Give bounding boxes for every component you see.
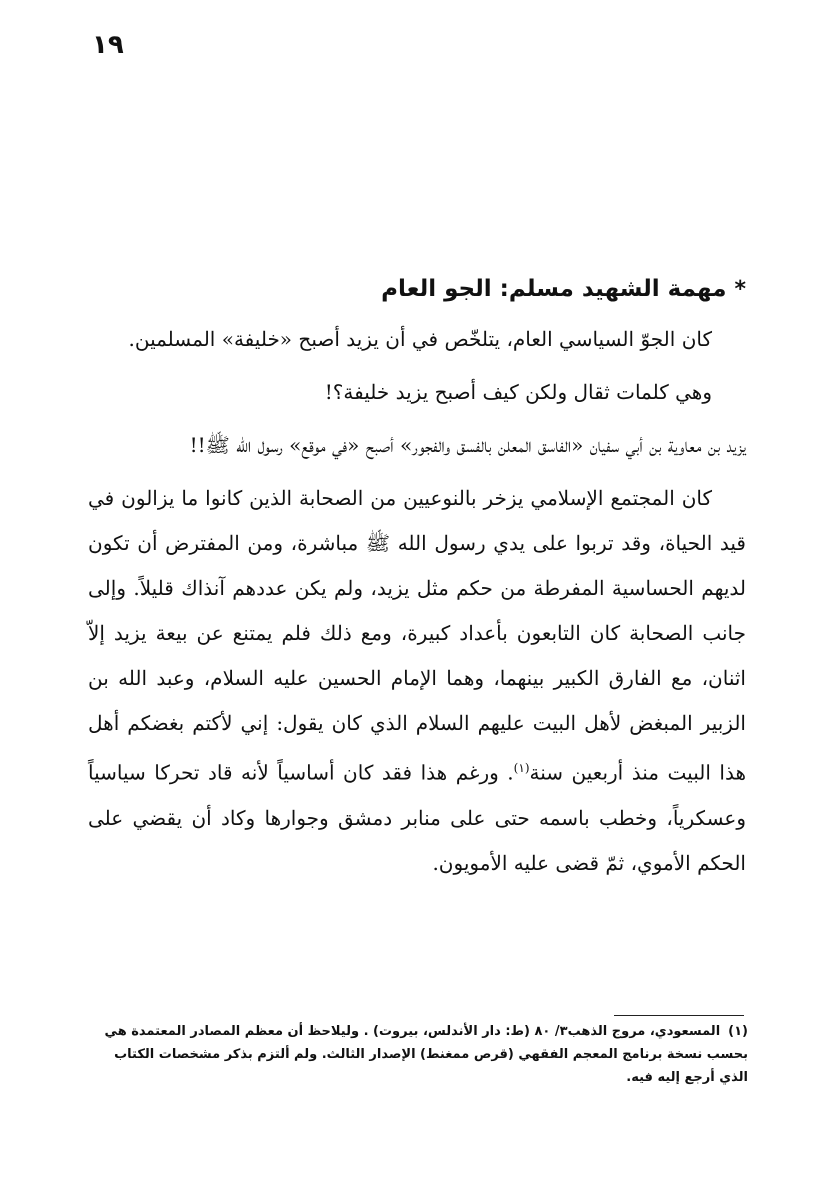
footnote-number: (١) (728, 1024, 748, 1039)
footnotes (88, 1020, 748, 1089)
section-heading (88, 272, 746, 307)
page-number: ١٩ (92, 30, 124, 60)
paragraph-3: يزيد بن معاوية بن أبي سفيان «الفاسق المعلن بالفسق والفجور» أصبح «في موقع» رسول الله ﷺ!! (189, 433, 746, 457)
paragraph-4 (88, 476, 746, 886)
paragraph-1: كان الجوّ السياسي العام، يتلخّص في أن يزيد أصبح «خليفة» المسلمين. (128, 327, 712, 351)
footnote-reference[interactable]: (١) (513, 761, 530, 775)
paragraph-2: وهي كلمات ثقال ولكن كيف أصبح يزيد خليفة؟! (324, 380, 712, 404)
paragraph-4-part-1: كان المجتمع الإسلامي يزخر بالنوعيين من الصحابة الذين كانوا ما يزالون في قيد الحياة، وقد تربوا على يدي رسول الله ﷺ مباشرة، ومن المفترض أن تكون لديهم الحساسية المفرطة من حكم مثل يزيد، ولم يكن عددهم آنذاك قليلاً. وإلى جانب الصحابة كان التابعون بأعداد كبيرة، ومع ذلك فلم يمتنع عن بيعة يزيد إلاّ اثنان، مع الفارق الكبير بينهما، وهما الإمام الحسين عليه السلام، وعبد الله بن الزبير المبغض لأهل البيت عليهم السلام الذي كان يقول: إني لأكتم بغضكم أهل هذا البيت منذ أربعين سنة (88, 486, 746, 785)
heading-text: مهمة الشهيد مسلم: الجو العام (381, 276, 727, 302)
footnote-1 (88, 1020, 748, 1089)
footnote-divider (614, 1015, 744, 1016)
main-text (88, 272, 746, 894)
footnote-text: المسعودي، مروج الذهب٣/ ٨٠ (ط: دار الأندلس، بيروت) . وليلاحظ أن معظم المصادر المعتمدة هي بحسب نسخة برنامج المعجم الفقهي (قرص ممغنط) الإصدار الثالث. ولم ألتزم بذكر مشخصات الكتاب الذي أرجع إليه فيه. (104, 1024, 748, 1085)
asterisk-icon: * (734, 277, 746, 302)
paragraph-4-part-2: . ورغم هذا فقد كان أساسياً لأنه قاد تحركا سياسياً وعسكرياً، وخطب باسمه حتى على منابر دمشق وجوارها وكاد أن يقضي على الحكم الأموي، ثمّ قضى عليه الأمويون. (88, 760, 746, 875)
